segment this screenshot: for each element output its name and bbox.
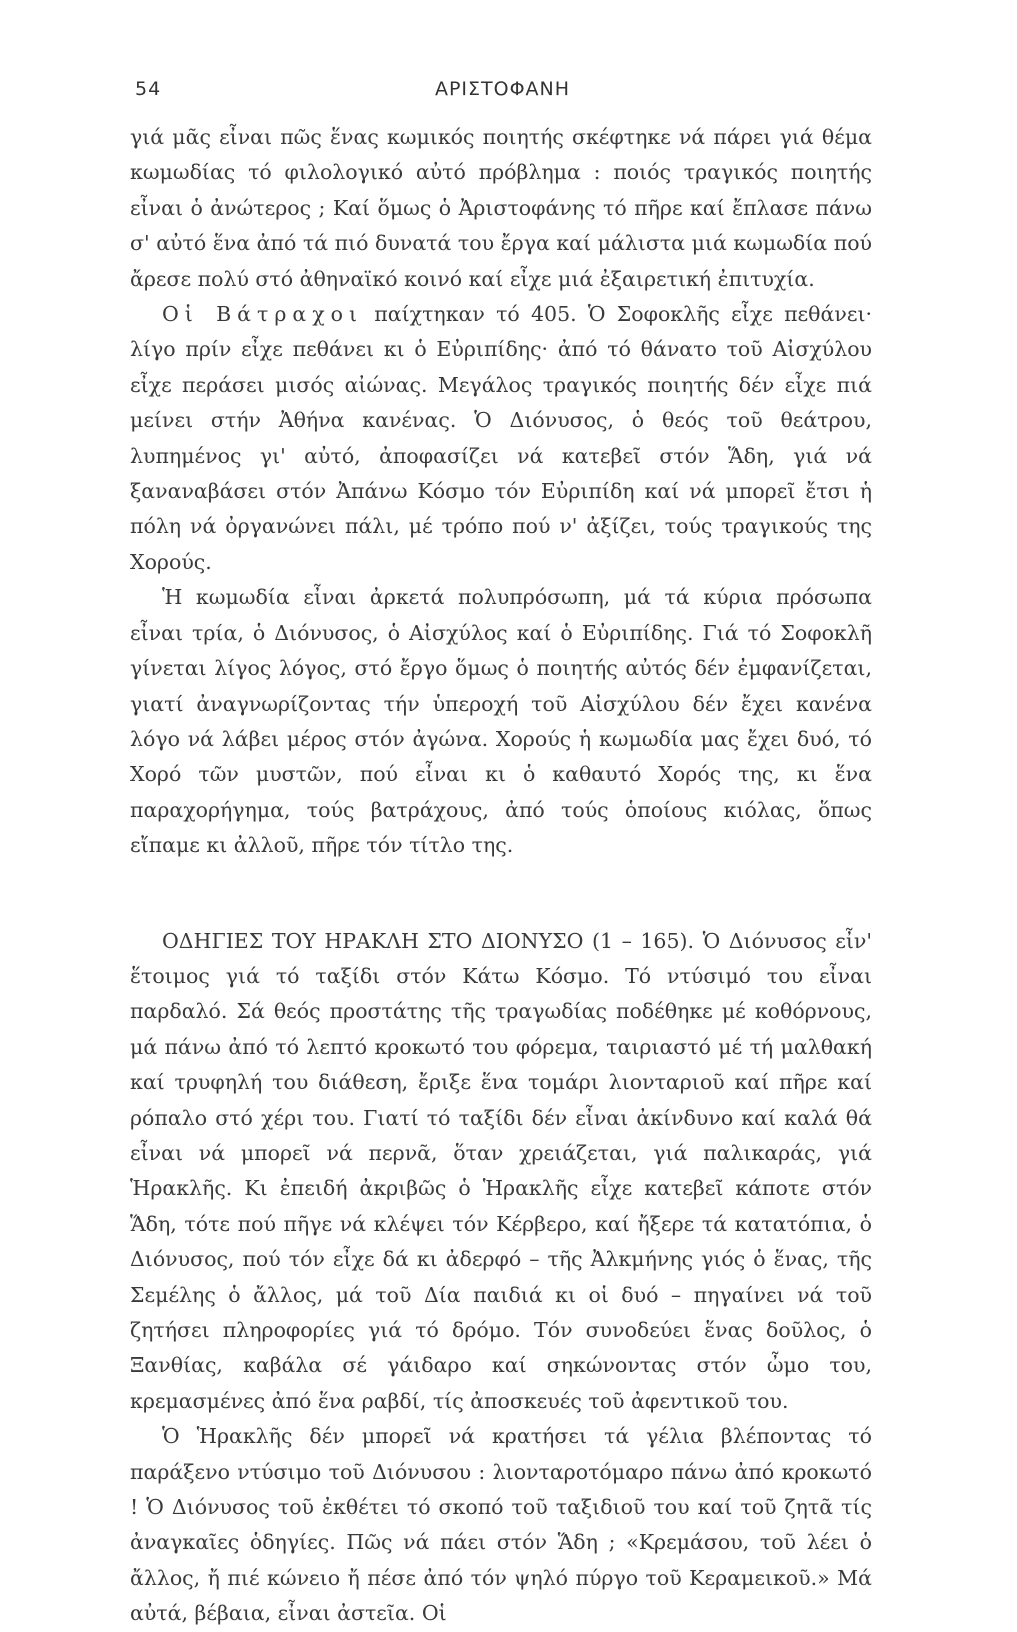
- paragraph-5: Ὁ Ἡρακλῆς δέν μπορεῖ νά κρατήσει τά γέλια βλέποντας τό παράξενο ντύσιμο τοῦ Διόνυσου : λιονταροτόμαρο πάνω ἀπό κροκωτό ! Ὁ Διόνυσος τοῦ ἐκθέτει τό σκοπό τοῦ ταξιδιοῦ του καί τοῦ ζητᾶ τίς ἀναγκαῖες ὁδηγίες. Πῶς νά πάει στόν Ἅδη ; «Κρεμάσου, τοῦ λέει ὁ ἄλλος, ἤ πιέ κώνειο ἤ πέσε ἀπό τόν ψηλό πύργο τοῦ Κεραμεικοῦ.» Μά αὐτά, βέβαια, εἶναι ἀστεῖα. Οἱ: [130, 1424, 872, 1626]
- section-gap: [130, 864, 872, 924]
- paragraph-2-text: παίχτηκαν τό 405. Ὁ Σοφοκλῆς εἶχε πεθάνει· λίγο πρίν εἶχε πεθάνει κι ὁ Εὐριπίδης· ἀπό τό θάνατο τοῦ Αἰσχύλου εἶχε περάσει μισός αἰώνας. Μεγάλος τραγικός ποιητής δέν εἶχε πιά μείνει στήν Ἀθήνα κανένας. Ὁ Διόνυσος, ὁ θεός τοῦ θεάτρου, λυπημένος γι' αὐτό, ἀποφασίζει νά κατεβεῖ στόν Ἅδη, γιά νά ξαναναβάσει στόν Ἀπάνω Κόσμο τόν Εὐριπίδη καί νά μπορεῖ ἔτσι ἡ πόλη νά ὀργανώνει πάλι, μέ τρόπο πού ν' ἀξίζει, τούς τραγικούς της Χορούς.: [130, 302, 872, 574]
- running-title: ΑΡΙΣΤΟΦΑΝΗ: [434, 78, 571, 100]
- paragraph-4: [130, 924, 872, 1420]
- page-number: 54: [135, 78, 162, 100]
- paragraph-4-text: (1 – 165). Ὁ Διόνυσος εἶν' ἕτοιμος γιά τό ταξίδι στόν Κάτω Κόσμο. Τό ντύσιμό του εἶναι παρδαλό. Σά θεός προστάτης τῆς τραγωδίας ποδέθηκε μέ κοθόρνους, μά πάνω ἀπό τό λεπτό κροκωτό του φόρεμα, ταιριαστό μέ τή μαλθακή καί τρυφηλή του διάθεση, ἔριξε ἕνα τομάρι λιονταριοῦ καί πῆρε καί ρόπαλο στό χέρι του. Γιατί τό ταξίδι δέν εἶναι ἀκίνδυνο καί καλά θά εἶναι νά μπορεῖ νά περνᾶ, ὅταν χρειάζεται, γιά παλικαράς, γιά Ἡρακλῆς. Κι ἐπειδή ἀκριβῶς ὁ Ἡρακλῆς εἶχε κατεβεῖ κάποτε στόν Ἅδη, τότε πού πῆγε νά κλέψει τόν Κέρβερο, καί ἤξερε τά κατατόπια, ὁ Διόνυσος, πού τόν εἶχε δά κι ἀδερφό – τῆς Ἀλκμήνης γιός ὁ ἕνας, τῆς Σεμέλης ὁ ἄλλος, μά τοῦ Δία παιδιά κι οἱ δυό – πηγαίνει νά τοῦ ζητήσει πληροφορίες γιά τό δρόμο. Τόν συνοδεύει ἕνας δοῦλος, ὁ Ξανθίας, καβάλα σέ γάιδαρο καί σηκώνοντας στόν ὦμο του, κρεμασμένες ἀπό ἕνα ραβδί, τίς ἀποσκευές τοῦ ἀφεντικοῦ του.: [130, 928, 872, 1413]
- body-text: [130, 120, 872, 1632]
- paragraph-3: Ἡ κωμωδία εἶναι ἀρκετά πολυπρόσωπη, μά τά κύρια πρόσωπα εἶναι τρία, ὁ Διόνυσος, ὁ Αἰσχύλος καί ὁ Εὐριπίδης. Γιά τό Σοφοκλῆ γίνεται λίγος λόγος, στό ἔργο ὅμως ὁ ποιητής αὐτός δέν ἐμφανίζεται, γιατί ἀναγνωρίζοντας τήν ὑπεροχή τοῦ Αἰσχύλου δέν ἔχει κανένα λόγο νά λάβει μέρος στόν ἀγώνα. Χορούς ἡ κωμωδία μας ἔχει δυό, τό Χορό τῶν μυστῶν, πού εἶναι κι ὁ καθαυτό Χορός της, κι ἕνα παραχορήγημα, τούς βατράχους, ἀπό τούς ὁποίους κιόλας, ὅπως εἴπαμε κι ἀλλοῦ, πῆρε τόν τίτλο της.: [130, 585, 872, 858]
- paragraph-1: γιά μᾶς εἶναι πῶς ἕνας κωμικός ποιητής σκέφτηκε νά πάρει γιά θέμα κωμωδίας τό φιλολογικό αὐτό πρόβλημα : ποιός τραγικός ποιητής εἶναι ὁ ἀνώτερος ; Καί ὅμως ὁ Ἀριστοφάνης τό πῆρε καί ἔπλασε πάνω σ' αὐτό ἕνα ἀπό τά πιό δυνατά του ἔργα καί μάλιστα μιά κωμωδία πού ἄρεσε πολύ στό ἀθηναϊκό κοινό καί εἶχε μιά ἐξαιρετική ἐπιτυχία.: [130, 125, 872, 291]
- page-header: [135, 78, 870, 108]
- section-heading: ΟΔΗΓΙΕΣ ΤΟΥ ΗΡΑΚΛΗ ΣΤΟ ΔΙΟΝΥΣΟ: [162, 928, 584, 953]
- play-title-spaced: Οἱ Βάτραχοι: [162, 302, 364, 327]
- paragraph-2: [130, 297, 872, 580]
